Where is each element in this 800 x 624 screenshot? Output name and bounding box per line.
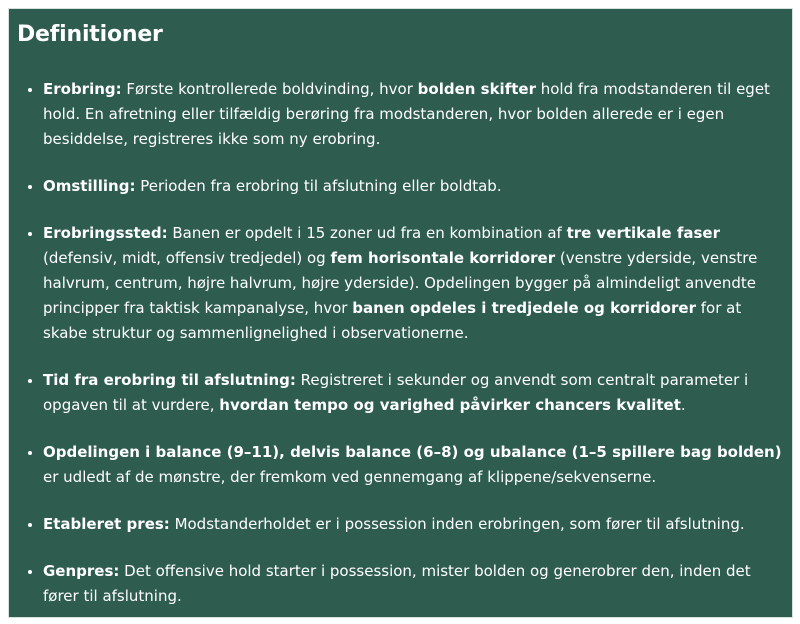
definition-text: Første kontrollerede boldvinding, hvor (121, 80, 418, 98)
definition-text: Registreret i sekunder og anvendt som centralt parameter i opgaven til at vurdere, (43, 371, 749, 414)
definition-term: Etableret pres: (43, 515, 170, 533)
definition-text: . (680, 396, 686, 414)
section-title: Definitioner (17, 22, 163, 47)
definitions-list (9, 77, 793, 618)
definition-term: Opdelingen i balance (9–11), delvis balance (6–8) og ubalance (1–5 spillere bag bolden) (43, 443, 782, 461)
definition-item (43, 368, 782, 418)
definition-text: Modstanderholdet er i possession inden erobringen, som fører til afslutning. (169, 515, 745, 533)
definition-item (43, 512, 782, 537)
definition-item (43, 559, 782, 609)
definition-text: (venstre yderside, venstre halvrum, centrum, højre halvrum, højre yderside). Opdelingen bygger på almindeligt anvendte principper fra taktisk kampanalyse, hvor (43, 249, 758, 317)
definition-item (43, 77, 782, 152)
definition-term: hvordan tempo og varighed påvirker chancers kvalitet (219, 396, 681, 414)
definition-text: for at skabe struktur og sammenlignelighed i observationerne. (43, 299, 742, 342)
definition-item (43, 174, 782, 199)
definition-text: Det offensive hold starter i possession, mister bolden og generobrer den, inden det fører til afslutning. (43, 562, 751, 605)
definition-term: Genpres: (43, 562, 120, 580)
definition-item (43, 440, 782, 490)
definition-term: Tid fra erobring til afslutning: (43, 371, 296, 389)
definition-term: Erobring: (43, 80, 122, 98)
definition-term: tre vertikale faser (566, 224, 720, 242)
definition-term: banen opdeles i tredjedele og korridorer (352, 299, 696, 317)
definition-text: er udledt af de mønstre, der fremkom ved gennemgang af klippene/sekvenserne. (43, 468, 657, 486)
definition-term: fem horisontale korridorer (330, 249, 556, 267)
definition-item (43, 221, 782, 346)
definition-term: Omstilling: (43, 177, 136, 195)
definition-term: Erobringssted: (43, 224, 168, 242)
definition-text: Perioden fra erobring til afslutning eller boldtab. (135, 177, 502, 195)
definition-text: hold fra modstanderen til eget hold. En afretning eller tilfældig berøring fra modstanderen, hvor bolden allerede er i egen besiddelse, registreres ikke som ny erobring. (43, 80, 770, 148)
definition-term: bolden skifter (417, 80, 536, 98)
definition-text: Banen er opdelt i 15 zoner ud fra en kombination af (167, 224, 567, 242)
definitions-panel (8, 8, 793, 618)
definition-text: (defensiv, midt, offensiv tredjedel) og (43, 249, 331, 267)
